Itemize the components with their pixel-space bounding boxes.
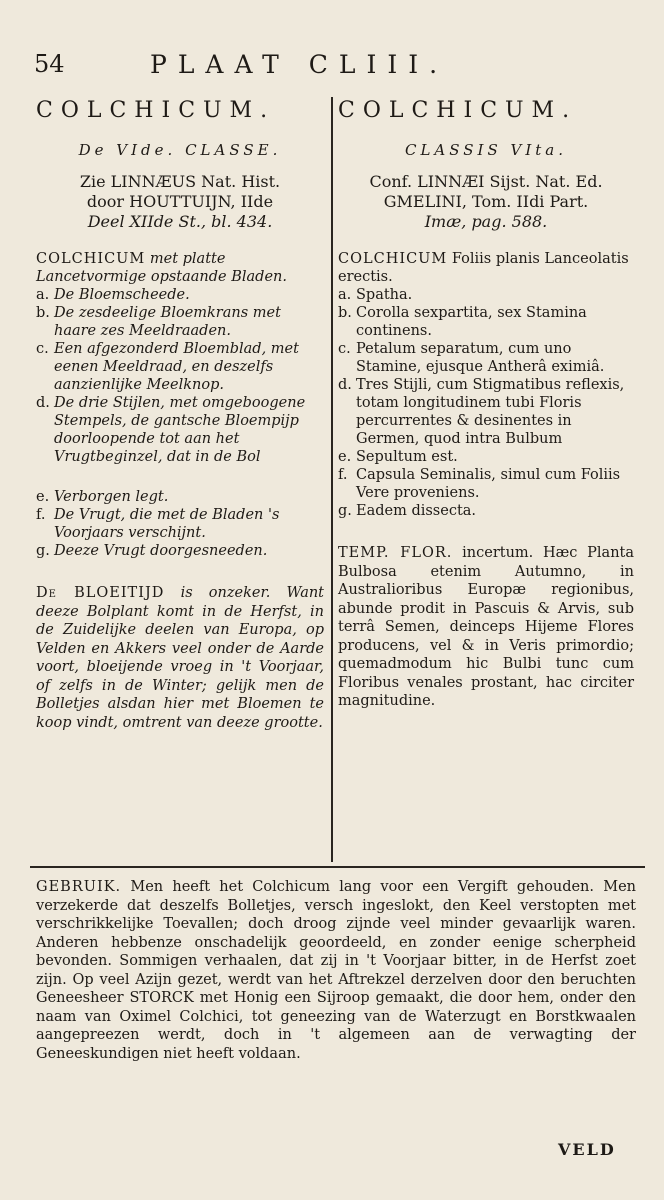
flowering-lead: De BLOEITIJD (36, 585, 165, 601)
reference-line-2: GMELINI, Tom. IIdi Part. (383, 192, 589, 211)
figure-legend-latin (338, 286, 634, 520)
reference-line-1: Conf. LINNÆI Sijst. Nat. Ed. (369, 172, 603, 191)
flowering-time-latin (338, 544, 634, 711)
reference-line-3: Imæ, pag. 588. (424, 212, 548, 231)
latin-column (338, 94, 634, 711)
list-item: c. Petalum separatum, cum uno Stamine, ejusque Antherâ eximiâ. (338, 341, 605, 375)
list-item: a. Spatha. (338, 287, 413, 303)
column-divider (331, 97, 333, 862)
list-item: d. Tres Stijli, cum Stigmatibus reflexis, totam longitudinem tubi Floris percurrentes & desinentes in Germen, quod intra Bulbum (338, 377, 625, 447)
figure-legend-dutch (36, 286, 324, 560)
list-item: g. Eadem dissecta. (338, 503, 477, 519)
list-item: c. Een afgezonderd Bloemblad, met eenen Meeldraad, en deszelfs aanzienlijke Meelknop. (36, 341, 299, 393)
species-description-dutch (36, 250, 324, 286)
class-heading-latin: CLASSIS VIta. (404, 141, 568, 159)
description-lead: COLCHICUM (338, 251, 448, 267)
list-item: b. De zesdeelige Bloemkrans met haare zes Meeldraaden. (36, 305, 281, 339)
class-heading-dutch: De VIde. CLASSE. (78, 141, 282, 159)
usage-body: Men heeft het Colchicum lang voor een Vergift gehouden. Men verzekerde dat deszelfs Bolletjes, versch ingeslokt, den Keel verstopten met verschrikkelijke Toevallen; doch droog zijnde veel minder gevaarlijk waren. Anderen hebbenze onschadelijk geoordeeld, en zonder eenige scherpheid bevonden. Sommigen verhaalen, dat zij in 't Voorjaar bitter, in de Herfst zoet zijn. Op veel Azijn gezet, werdt van het Aftrekzel derzelven door den beruchten Geneesheer STORCK met Honig een Sijroop gemaakt, die door hem, onder den naam van Oximel Colchici, tot geneezing van de Waterzugt en Borstkwaalen aangepreezen werdt, doch in 't algemeen aan de verwagting der Geneeskundigen niet heeft voldaan. (36, 879, 637, 1062)
section-divider (30, 866, 645, 868)
list-item: b. Corolla sexpartita, sex Stamina continens. (338, 305, 587, 339)
flowering-body: is onzeker. Want deeze Bolplant komt in de Herfst, in de Zuidelijke deelen van Europa, op Velden en Akkers veel onder de Aarde voort, bloeijende vroeg in 't Voorjaar, of zelfs in de Winter; gelijk men de Bolletjes alsdan hier met Bloemen te koop vindt, omtrent van deeze grootte. (36, 585, 325, 731)
species-description-latin (338, 250, 634, 286)
description-body: met platte Lancetvormige opstaande Bladen. (36, 251, 287, 285)
list-item: a. De Bloemscheede. (36, 287, 190, 303)
list-item: f. Capsula Seminalis, simul cum Foliis Vere proveniens. (338, 467, 621, 501)
flowering-body: incertum. Hæc Planta Bulbosa etenim Autumno, in Australioribus Europæ regionibus, abunde prodit in Pascuis & Arvis, sub terrâ Semen, deinceps Hijeme Flores producens, vel & in Veris primordio; quemadmodum hic Bulbi tunc cum Floribus venales prostant, hac circiter magnitudine. (338, 545, 635, 709)
list-item: e. Sepultum est. (338, 449, 458, 465)
genus-heading-dutch: COLCHICUM. (36, 98, 276, 123)
description-lead: COLCHICUM (36, 251, 146, 267)
flowering-lead: TEMP. FLOR. (338, 545, 453, 561)
genus-heading-latin: COLCHICUM. (338, 98, 578, 123)
list-item: e. Verborgen legt. (36, 489, 169, 505)
page-number: 54 (34, 50, 65, 78)
dutch-column (36, 94, 324, 732)
flowering-time-dutch (36, 584, 324, 732)
list-gap (36, 466, 324, 488)
reference-line-2: door HOUTTUIJN, IIde (86, 192, 274, 211)
reference-line-3: Deel XIIde St., bl. 434. (87, 212, 273, 231)
list-item: f. De Vrugt, die met de Bladen 's Voorjaars verschijnt. (36, 507, 280, 541)
plate-title: PLAAT CLIII. (150, 50, 449, 79)
reference-line-1: Zie LINNÆUS Nat. Hist. (79, 172, 281, 191)
catchword: VELD (558, 1140, 616, 1159)
usage-lead: GEBRUIK. (36, 879, 122, 895)
usage-paragraph (36, 878, 636, 1063)
description-body: Foliis planis Lanceolatis erectis. (338, 251, 629, 285)
list-item: d. De drie Stijlen, met omgeboogene Stempels, de gantsche Bloempijp doorloopende tot aan het Vrugtbeginzel, dat in de Bol (36, 395, 306, 465)
list-item: g. Deeze Vrugt doorgesneeden. (36, 543, 268, 559)
